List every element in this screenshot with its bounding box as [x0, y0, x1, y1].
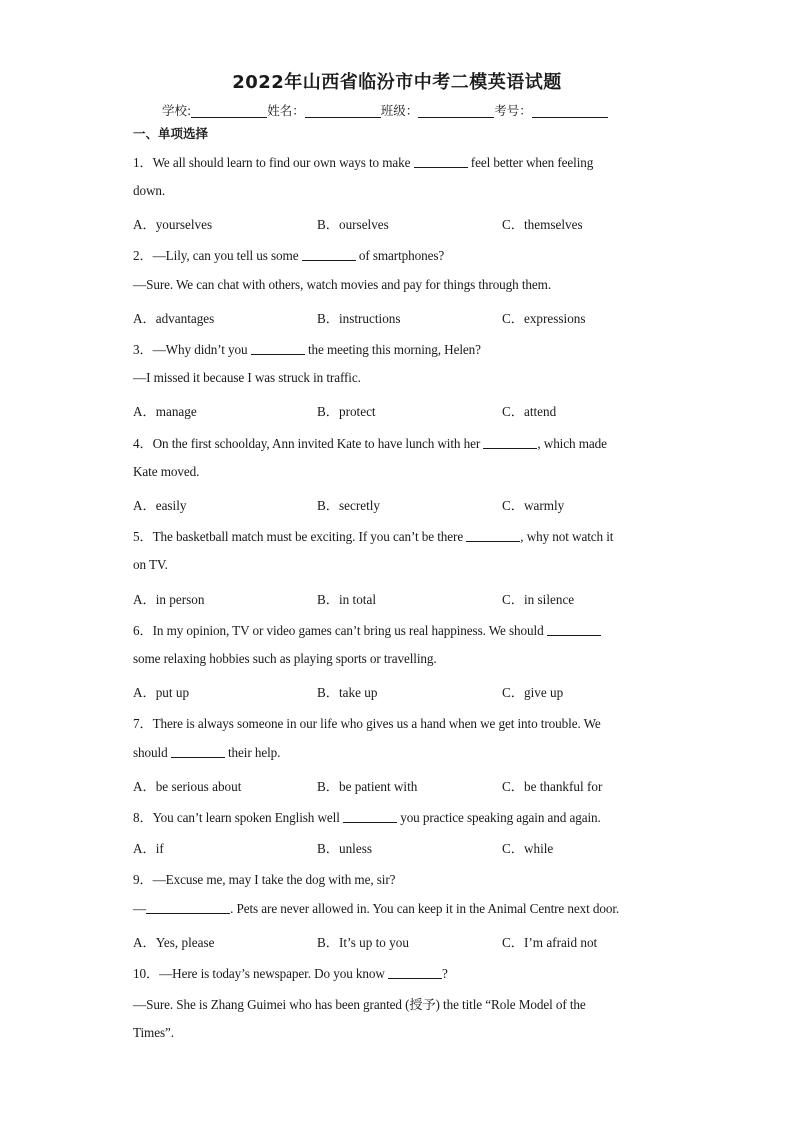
school-blank [191, 105, 267, 118]
answer-blank [343, 810, 397, 823]
question-2-stem: 2．—Lily, can you tell us some of smartphones? [133, 248, 445, 263]
question-7-option-c: C．be thankful for [502, 779, 603, 794]
question-9-stem: 9．—Excuse me, may I take the dog with me, sir? [133, 872, 396, 887]
question-9-option-a: A．Yes, please [133, 935, 215, 950]
question-2-option-b: B．instructions [317, 311, 401, 326]
question-6-option-c: C．give up [502, 685, 564, 700]
student-info-row [162, 101, 608, 119]
question-8-option-a: A．if [133, 841, 164, 856]
question-10-reply-cont: Times”. [133, 1025, 174, 1040]
answer-blank [146, 901, 230, 914]
question-4-stem: 4．On the first schoolday, Ann invited Kate to have lunch with her , which made [133, 436, 607, 451]
question-3-reply: —I missed it because I was struck in traffic. [133, 370, 361, 385]
question-3-option-a: A．manage [133, 404, 197, 419]
answer-blank [483, 436, 537, 449]
question-1-stem-cont: down. [133, 183, 166, 198]
question-7-stem-cont: should their help. [133, 745, 281, 760]
answer-blank [388, 966, 442, 979]
question-5-option-a: A．in person [133, 592, 205, 607]
school-label: 学校: [162, 103, 192, 118]
question-1-option-a: A．yourselves [133, 217, 213, 232]
question-7-option-b: B．be patient with [317, 779, 418, 794]
exam-no-label: 考号： [494, 103, 532, 118]
question-5-stem: 5．The basketball match must be exciting. If you can’t be there , why not watch it [133, 529, 614, 544]
answer-blank [251, 342, 305, 355]
answer-blank [171, 745, 225, 758]
class-blank [418, 105, 494, 118]
class-label: 班级： [380, 103, 419, 118]
question-2-option-a: A．advantages [133, 311, 215, 326]
name-label: 姓名： [267, 103, 305, 118]
question-7-option-a: A．be serious about [133, 779, 242, 794]
question-4-option-a: A．easily [133, 498, 187, 513]
answer-blank [547, 623, 601, 636]
question-2-reply: —Sure. We can chat with others, watch movies and pay for things through them. [133, 277, 552, 292]
answer-blank [466, 529, 520, 542]
question-9-option-c: C．I’m afraid not [502, 935, 598, 950]
question-6-option-a: A．put up [133, 685, 190, 700]
question-3-stem: 3．—Why didn’t you the meeting this morning, Helen? [133, 342, 481, 357]
question-6-option-b: B．take up [317, 685, 378, 700]
section-title: 一、单项选择 [133, 126, 209, 141]
question-7-stem: 7．There is always someone in our life who gives us a hand when we get into trouble. We [133, 716, 601, 731]
question-9-reply: — . Pets are never allowed in. You can keep it in the Animal Centre next door. [133, 901, 620, 916]
question-1-stem: 1．We all should learn to find our own ways to make feel better when feeling [133, 155, 594, 170]
question-8-option-b: B．unless [317, 841, 372, 856]
question-1-option-b: B．ourselves [317, 217, 389, 232]
question-3-option-b: B．protect [317, 404, 376, 419]
question-4-option-c: C．warmly [502, 498, 565, 513]
question-5-option-c: C．in silence [502, 592, 575, 607]
question-5-stem-cont: on TV. [133, 557, 168, 572]
question-1-option-c: C．themselves [502, 217, 583, 232]
name-blank [305, 105, 381, 118]
question-10-reply: —Sure. She is Zhang Guimei who has been granted (授予) the title “Role Model of the [133, 997, 586, 1012]
question-4-option-b: B．secretly [317, 498, 380, 513]
question-6-stem-cont: some relaxing hobbies such as playing sports or travelling. [133, 651, 437, 666]
question-8-stem: 8．You can’t learn spoken English well you practice speaking again and again. [133, 810, 601, 825]
exam-no-blank [532, 105, 608, 118]
answer-blank [302, 248, 356, 261]
question-3-option-c: C．attend [502, 404, 557, 419]
question-5-option-b: B．in total [317, 592, 376, 607]
question-10-stem: 10．—Here is today’s newspaper. Do you know ? [133, 966, 448, 981]
question-2-option-c: C．expressions [502, 311, 586, 326]
answer-blank [414, 155, 468, 168]
question-8-option-c: C．while [502, 841, 554, 856]
question-6-stem: 6．In my opinion, TV or video games can’t bring us real happiness. We should [133, 620, 601, 639]
page-title: 2022年山西省临汾市中考二模英语试题 [232, 72, 562, 93]
question-9-option-b: B．It’s up to you [317, 935, 409, 950]
question-4-stem-cont: Kate moved. [133, 464, 200, 479]
